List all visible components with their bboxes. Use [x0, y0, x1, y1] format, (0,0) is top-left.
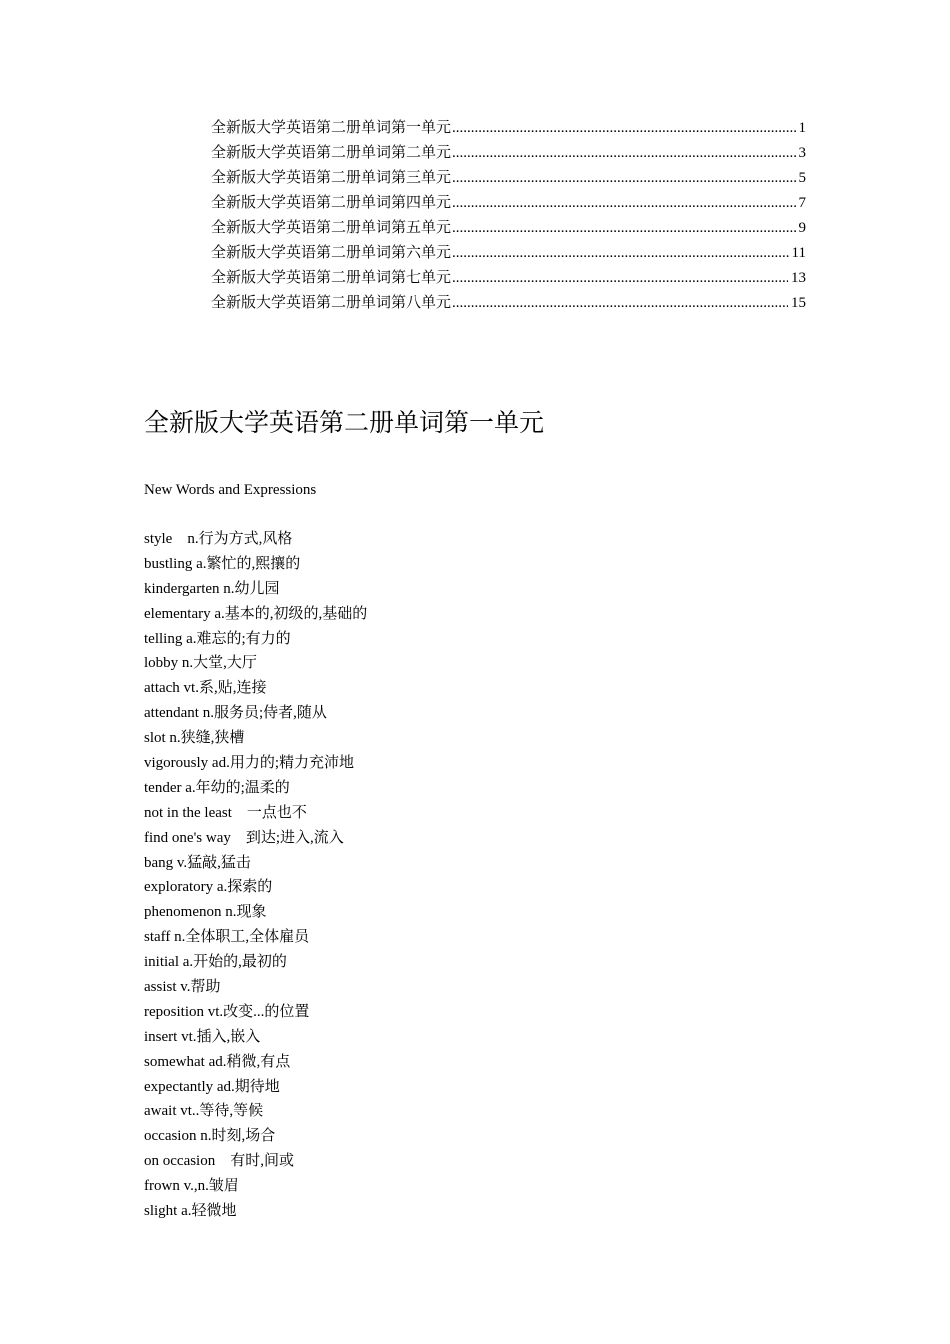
vocab-entry: bang v.猛敲,猛击 [144, 854, 251, 871]
toc-entry-page[interactable]: 3 [798, 145, 806, 161]
toc-entry[interactable] [211, 166, 806, 191]
toc-entry[interactable] [211, 191, 806, 216]
vocab-entry: frown v.,n.皱眉 [144, 1178, 239, 1195]
toc-entry-page[interactable]: 13 [791, 270, 806, 286]
vocab-entry: exploratory a.探索的 [144, 879, 273, 896]
toc-entry-page[interactable]: 1 [798, 120, 806, 136]
toc-entry[interactable] [211, 116, 806, 141]
section-subheading: New Words and Expressions [144, 482, 317, 498]
toc-entry-title[interactable]: 全新版大学英语第二册单词第七单元 [211, 270, 452, 286]
toc-entry-page[interactable]: 9 [798, 220, 806, 236]
vocab-entry: find one's way 到达;进入,流入 [144, 829, 344, 846]
vocab-entry: slot n.狭缝,狭槽 [144, 730, 245, 747]
toc-leader-dots [452, 166, 795, 191]
toc-leader-dots [452, 191, 795, 216]
toc-entry[interactable] [211, 241, 806, 266]
vocab-entry: tender a.年幼的;温柔的 [144, 779, 290, 796]
toc-leader-dots [452, 241, 789, 266]
table-of-contents [211, 116, 806, 316]
toc-entry-title[interactable]: 全新版大学英语第二册单词第四单元 [211, 195, 452, 211]
vocab-entry: vigorously ad.用力的;精力充沛地 [144, 755, 354, 772]
vocab-entry: kindergarten n.幼儿园 [144, 580, 280, 597]
vocab-entry: insert vt.插入,嵌入 [144, 1028, 261, 1045]
toc-entry-title[interactable]: 全新版大学英语第二册单词第六单元 [211, 245, 452, 261]
toc-entry[interactable] [211, 266, 806, 291]
vocab-entry: assist v.帮助 [144, 979, 221, 996]
vocab-entry: slight a.轻微地 [144, 1203, 237, 1220]
toc-entry-title[interactable]: 全新版大学英语第二册单词第八单元 [211, 295, 452, 311]
toc-leader-dots [452, 291, 788, 316]
vocab-entry: style n.行为方式,风格 [144, 531, 293, 547]
toc-leader-dots [452, 216, 795, 241]
toc-entry-title[interactable]: 全新版大学英语第二册单词第二单元 [211, 145, 452, 161]
vocab-entry: await vt..等待,等候 [144, 1103, 264, 1120]
vocab-entry: bustling a.繁忙的,熙攘的 [144, 555, 301, 572]
vocab-entry: on occasion 有时,间或 [144, 1153, 294, 1170]
toc-entry[interactable] [211, 141, 806, 166]
vocab-entry: attach vt.系,贴,连接 [144, 680, 267, 697]
vocab-entry: lobby n.大堂,大厅 [144, 655, 257, 672]
vocab-entry: somewhat ad.稍微,有点 [144, 1053, 291, 1070]
toc-entry-title[interactable]: 全新版大学英语第二册单词第一单元 [211, 120, 452, 136]
toc-entry[interactable] [211, 216, 806, 241]
vocab-entry: reposition vt.改变...的位置 [144, 1003, 310, 1020]
toc-entry-page[interactable]: 15 [791, 295, 806, 311]
toc-entry[interactable] [211, 291, 806, 316]
chapter-title: 全新版大学英语第二册单词第一单元 [144, 410, 545, 437]
toc-leader-dots [452, 266, 788, 291]
toc-leader-dots [452, 116, 795, 141]
toc-entry-page[interactable]: 11 [791, 245, 806, 261]
vocab-entry: expectantly ad.期待地 [144, 1078, 280, 1095]
vocab-entry: elementary a.基本的,初级的,基础的 [144, 605, 368, 622]
vocab-entry: staff n.全体职工,全体雇员 [144, 929, 310, 946]
vocab-entry: occasion n.时刻,场合 [144, 1128, 276, 1145]
toc-leader-dots [452, 141, 795, 166]
vocab-entry: initial a.开始的,最初的 [144, 954, 287, 971]
vocab-entry: telling a.难忘的;有力的 [144, 630, 291, 647]
vocab-entry: phenomenon n.现象 [144, 904, 267, 921]
toc-entry-page[interactable]: 5 [798, 170, 806, 186]
vocab-entry: attendant n.服务员;侍者,随从 [144, 705, 327, 722]
toc-entry-page[interactable]: 7 [798, 195, 806, 211]
vocab-entry: not in the least 一点也不 [144, 804, 307, 821]
vocabulary-list [144, 527, 367, 1224]
toc-entry-title[interactable]: 全新版大学英语第二册单词第五单元 [211, 220, 452, 236]
toc-entry-title[interactable]: 全新版大学英语第二册单词第三单元 [211, 170, 452, 186]
